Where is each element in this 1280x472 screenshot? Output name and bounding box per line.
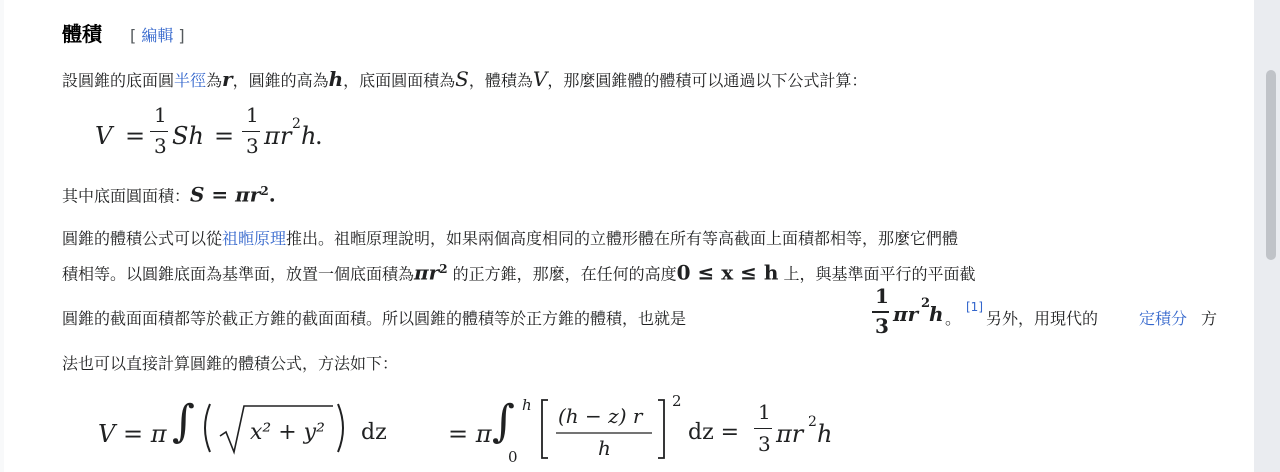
paragraph-derivation-line1	[62, 228, 958, 250]
integral-lhs: V = π	[98, 420, 167, 448]
dz: dz	[361, 420, 387, 445]
math-sup: 2	[439, 262, 448, 276]
math-h: h	[929, 302, 944, 326]
formula-h: h	[301, 122, 317, 150]
frac-denominator: h	[598, 436, 611, 460]
formula-pi: π	[264, 122, 280, 150]
lower-bound: 0	[508, 448, 518, 466]
tail-h: h	[817, 420, 833, 448]
math-sup: 2	[260, 184, 269, 198]
math-inequality: 0 ≤ x ≤ h	[676, 260, 779, 285]
left-border	[0, 0, 4, 472]
frac-line2	[242, 131, 260, 132]
section-heading: 體積	[62, 22, 102, 46]
formula-eq: =	[125, 122, 146, 150]
frac-line-3	[754, 428, 772, 429]
formula-Sh: Sh	[172, 122, 204, 150]
text: ，體積為	[468, 71, 533, 90]
math-pi-r: πr	[414, 260, 440, 285]
edit-bracket-open: [	[130, 26, 142, 45]
integral-link[interactable]: 定積分	[1139, 309, 1188, 328]
frac-den2: 3	[246, 134, 259, 158]
text: 方	[1201, 309, 1218, 328]
frac-num2: 1	[246, 103, 259, 127]
frac-den: 3	[154, 134, 167, 158]
text: 積相等。以圓錐底面為基準面，放置一個底面積為	[62, 264, 415, 284]
text: ，底面圓面積為	[343, 71, 456, 90]
upper-bound: h	[522, 396, 532, 414]
sqrt-content: x² + y²	[250, 420, 325, 445]
paragraph-derivation-line2	[62, 258, 976, 285]
formula-V: V	[95, 122, 113, 150]
formula-r: r	[280, 122, 292, 150]
math-var-S: S	[455, 67, 469, 91]
text: 為	[206, 71, 223, 90]
integral-sign: ∫	[172, 396, 195, 447]
text: 。	[945, 309, 962, 328]
math-area: S = πr	[190, 182, 261, 207]
frac-numerator: (h − z) r	[558, 404, 643, 428]
paragraph-intro	[62, 68, 867, 92]
formula-sup: 2	[292, 116, 301, 132]
bracket-sup: 2	[672, 392, 682, 410]
paragraph-area	[62, 180, 276, 207]
edit-section	[130, 23, 185, 46]
math-sup: 2	[921, 296, 931, 311]
text: 設圓錐的底面圓	[62, 71, 175, 90]
eq-pi: = π	[448, 420, 492, 448]
formula-eq2: =	[214, 122, 235, 150]
frac-line	[872, 311, 889, 313]
frac-den: 3	[875, 314, 889, 338]
math-var-V: V	[532, 67, 548, 91]
paragraph-derivation-line4	[62, 353, 398, 375]
frac-den: 3	[758, 432, 771, 456]
text: 圓錐的截面面積都等於截正方錐的截面面積。所以圓錐的體積等於正方錐的體積，也就是	[62, 309, 687, 328]
frac-num: 1	[154, 103, 167, 127]
text: 推出。祖暅原理說明，如果兩個高度相同的立體形體在所有等高截面上面積都相等，那麼它們體	[286, 229, 959, 248]
frac-num: 1	[758, 400, 771, 424]
text: ，圓錐的高為	[232, 71, 329, 90]
formula-dot: .	[315, 122, 323, 150]
text: 圓錐的體積公式可以從	[62, 229, 223, 248]
tail-pi-r: πr	[776, 420, 804, 448]
text: 另外，用現代的	[986, 309, 1099, 328]
frac-line	[150, 131, 168, 132]
cavalieri-link[interactable]: 祖暅原理	[222, 229, 287, 248]
edit-bracket-close: ]	[173, 26, 185, 45]
radius-link[interactable]: 半徑	[174, 71, 207, 90]
paren-left	[205, 404, 210, 452]
dz-eq: dz =	[688, 420, 740, 445]
reference-link[interactable]: [1]	[966, 300, 983, 314]
math-pi-r: πr	[893, 302, 919, 326]
scrollbar-thumb[interactable]	[1266, 70, 1276, 260]
bracket-right	[658, 400, 664, 458]
text: 上，與基準面平行的平面截	[778, 264, 976, 284]
text: 其中底面圓面積：	[62, 186, 191, 206]
edit-link[interactable]: 編輯	[141, 26, 174, 45]
integral-sign-2: ∫	[492, 396, 515, 447]
text: ，那麼圓錐體的體積可以通過以下公式計算：	[547, 71, 868, 90]
tail-sup: 2	[808, 414, 817, 430]
math-var-h: h	[328, 67, 344, 91]
text: 法也可以直接計算圓錐的體積公式，方法如下：	[62, 354, 399, 373]
math-var-r: r	[222, 67, 233, 91]
text: 的正方錐，那麼，在任何的高度	[447, 264, 677, 284]
paren-right	[338, 404, 343, 452]
math-end: .	[268, 182, 276, 207]
frac-num: 1	[875, 284, 889, 308]
bracket-left	[542, 400, 548, 458]
